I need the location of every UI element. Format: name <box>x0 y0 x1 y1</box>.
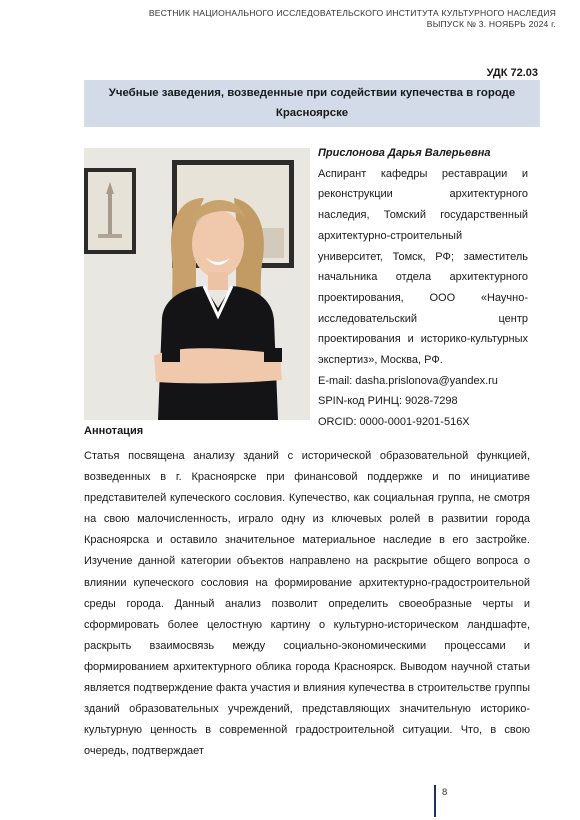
page-number-rule <box>434 785 436 817</box>
author-affiliation: Аспирант кафедры реставрации и реконструкции архитектурного наследия, Томский государственный архитектурно-строительный университет, Томск, РФ; заместитель начальника отдела архитектурного проектирования, ООО «Научно-исследовательский центр проектирования и историко-культурных экспертиз», Москва, РФ. <box>318 167 528 367</box>
author-photo <box>84 148 310 420</box>
author-name: Прислонова Дарья Валерьевна <box>318 147 491 159</box>
abstract-heading: Аннотация <box>84 425 144 437</box>
issue-info: ВЫПУСК № 3. НОЯБРЬ 2024 г. <box>426 19 556 29</box>
author-spin: SPIN-код РИНЦ: 9028-7298 <box>318 395 458 408</box>
author-info <box>318 143 528 433</box>
abstract-text: Статья посвящена анализу зданий с исторической образовательной функцией, возведенных в г. Красноярске при финансовой поддержке и по инициативе представителей купеческого сословия. Купечество, как социальная группа, не смотря на свою малочисленность, играло одну из ключевых ролей в развитии города Красноярска и оставило значительное материальное наследие в его застройке. Изучение данной категории объектов направлено на раскрытие общего вопроса о влиянии купеческого сословия на формирование архитектурно-градостроительной среды города. Данный анализ позволит определить своеобразные черты и сформировать более целостную картину о культурно-историческом ландшафте, раскрыть взаимосвязь между социально-экономическими процессами и формированием архитектурного облика города Красноярск. Выводом научной статьи является подтверждение факта участия и влияния купечества в строительстве группы зданий образовательных учреждений, представляющих значительную историко-культурную ценность в современной градостроительной ситуации. Что, в свою очередь, подтверждает <box>84 450 530 758</box>
journal-title: ВЕСТНИК НАЦИОНАЛЬНОГО ИССЛЕДОВАТЕЛЬСКОГО ИНСТИТУТА КУЛЬТУРНОГО НАСЛЕДИЯ <box>148 8 556 18</box>
author-email: E-mail: dasha.prislonova@yandex.ru <box>318 374 498 387</box>
journal-header <box>36 8 556 30</box>
author-orcid: ORCID: 0000-0001-9201-516X <box>318 416 470 429</box>
udk-code: УДК 72.03 <box>486 67 538 79</box>
page-number: 8 <box>442 787 448 798</box>
article-title: Учебные заведения, возведенные при содействии купечества в городе Красноярске <box>84 80 540 127</box>
